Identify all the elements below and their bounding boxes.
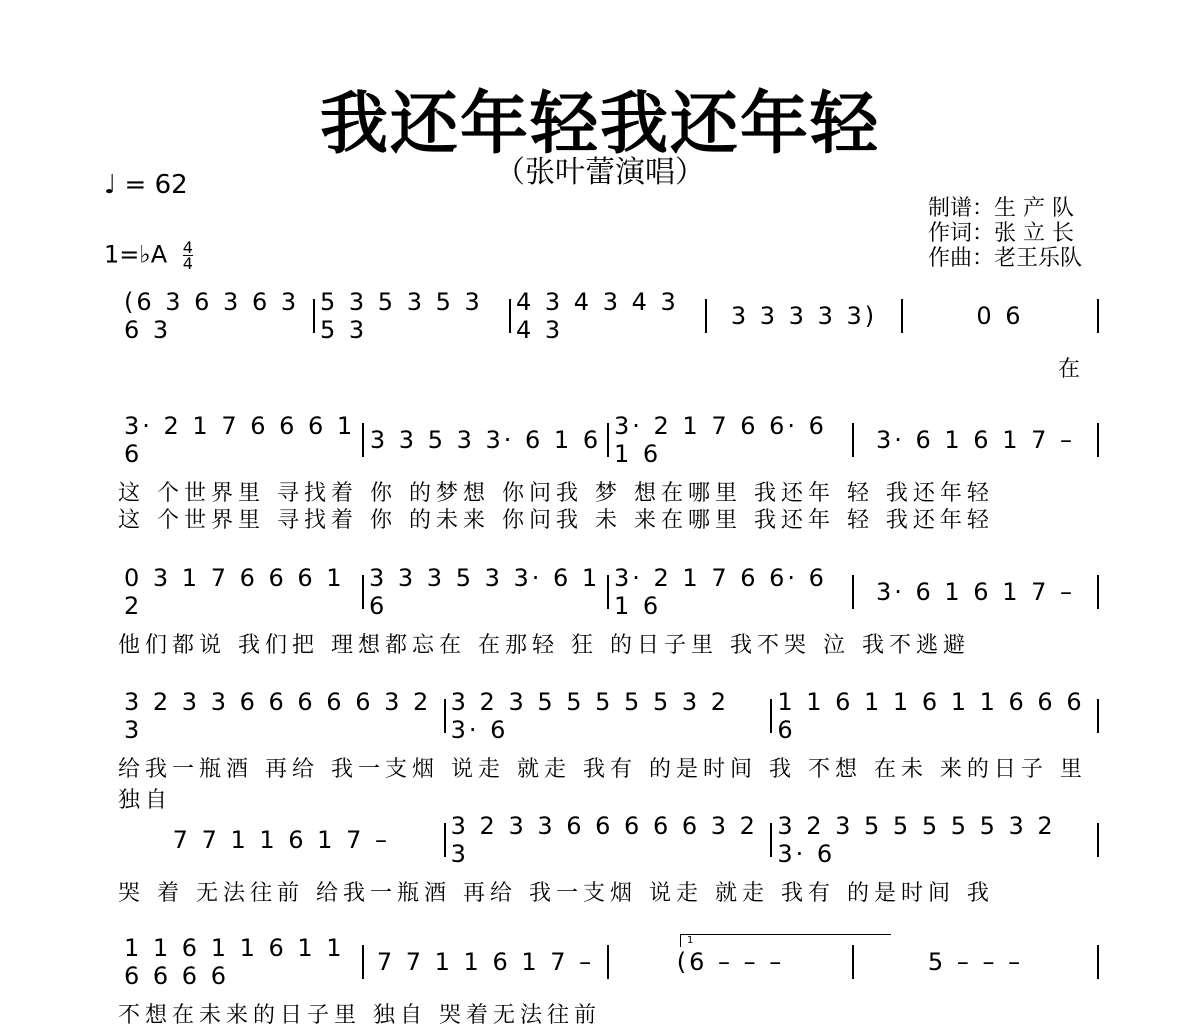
- barline: [509, 299, 511, 333]
- music-credit: 作曲：老王乐队: [928, 246, 1083, 271]
- measure-notes: 3· 6 1 6 1 7 –: [875, 578, 1076, 606]
- notation-row: [0, 812, 1200, 868]
- lyric-line: 在: [1058, 357, 1086, 382]
- barline: [1097, 945, 1099, 979]
- measure-notes: 7 7 1 1 6 1 7 –: [376, 948, 595, 976]
- barline: [1097, 823, 1099, 857]
- measure: [124, 564, 357, 620]
- barline: [1097, 699, 1099, 733]
- measure-notes: 3 3 3 5 3 3· 6 1 6: [369, 564, 601, 620]
- barline: [1097, 575, 1099, 609]
- measure-notes: 1 1 6 1 1 6 1 1 6 6 6 6: [124, 934, 345, 990]
- measure-notes: 7 7 1 1 6 1 7 –: [172, 826, 390, 854]
- notation-row: [0, 288, 1200, 344]
- measure: [450, 812, 766, 868]
- score-credit: 制谱：生 产 队: [928, 196, 1074, 221]
- measure-notes: 1 1 6 1 1 6 1 1 6 6 6 6: [777, 688, 1085, 744]
- measure-notes: (6 – – –: [676, 948, 785, 976]
- measure-notes: (6 3 6 3 6 3 6 3: [124, 288, 300, 344]
- lyric-line: 哭 着 无法往前 给我一瓶酒 再给 我一支烟 说走 就走 我有 的是时间 我: [118, 881, 994, 906]
- barline: [852, 423, 854, 457]
- singer-subtitle: （张叶蕾演唱）: [495, 155, 705, 190]
- song-title: 我还年轻我还年轻: [319, 85, 880, 164]
- measure-notes: 3 2 3 5 5 5 5 5 3 2 3· 6: [450, 688, 730, 744]
- measure-notes: 3 3 3 3 3): [730, 302, 878, 330]
- lyric-line: 这 个世界里 寻找着 你 的未来 你问我 未 来在哪里 我还年 轻 我还年轻: [118, 508, 994, 533]
- barline: [770, 823, 772, 857]
- measure-notes: 3· 2 1 7 6 6 6 1 6: [124, 412, 356, 468]
- measure-notes: 5 – – –: [927, 948, 1024, 976]
- measure-notes: 4 3 4 3 4 3 4 3: [516, 288, 679, 344]
- measure: [712, 296, 896, 336]
- measure: [369, 420, 602, 460]
- lyrics-credit: 作词：张 立 长: [928, 221, 1074, 246]
- measure-notes: 5 3 5 3 5 3 5 3: [320, 288, 483, 344]
- barline: [444, 699, 446, 733]
- measure: [369, 942, 602, 982]
- barline: [313, 299, 315, 333]
- measure: [777, 688, 1092, 744]
- barline: [852, 945, 854, 979]
- measure: [124, 820, 439, 860]
- measure: [908, 296, 1092, 336]
- measure: [614, 412, 847, 468]
- measure: [859, 942, 1092, 982]
- measure-notes: 3· 2 1 7 6 6· 6 1 6: [614, 564, 827, 620]
- measure-notes: 3 3 5 3 3· 6 1 6: [369, 426, 602, 454]
- barline: [1097, 423, 1099, 457]
- barline: [770, 699, 772, 733]
- key-signature: 1=♭A $\frac{4}{4}$: [104, 238, 193, 273]
- measure: [859, 420, 1092, 460]
- measure: [320, 288, 504, 344]
- measure-notes: 3 2 3 5 5 5 5 5 3 2 3· 6: [777, 812, 1056, 868]
- notation-row: [0, 934, 1200, 990]
- measure-notes: 3 2 3 3 6 6 6 6 6 3 2 3: [450, 812, 758, 868]
- notation-row: [0, 564, 1200, 620]
- measure: [777, 812, 1092, 868]
- barline: [852, 575, 854, 609]
- lyric-line: 这 个世界里 寻找着 你 的梦想 你问我 梦 想在哪里 我还年 轻 我还年轻: [118, 481, 994, 506]
- barline: [362, 423, 364, 457]
- measure-notes: 3 2 3 3 6 6 6 6 6 3 2 3: [124, 688, 432, 744]
- measure: [450, 688, 766, 744]
- tempo-marking: ♩ = 62: [104, 170, 188, 200]
- measure: [614, 942, 847, 982]
- measure-notes: 3· 2 1 7 6 6· 6 1 6: [614, 412, 827, 468]
- barline: [901, 299, 903, 333]
- measure: [124, 688, 439, 744]
- measure: [614, 564, 847, 620]
- lyric-line: 他们都说 我们把 理想都忘在 在那轻 狂 的日子里 我不哭 泣 我不逃避: [118, 633, 970, 658]
- barline: [1097, 299, 1099, 333]
- measure-notes: 0 6: [976, 302, 1024, 330]
- measure: [369, 564, 602, 620]
- barline: [362, 575, 364, 609]
- first-ending-bracket: 1: [680, 934, 891, 947]
- barline: [362, 945, 364, 979]
- credits: [928, 196, 1082, 271]
- measure: [124, 412, 357, 468]
- quarter-note-icon: ♩: [104, 170, 117, 200]
- measure: [124, 934, 357, 990]
- barline: [444, 823, 446, 857]
- lyric-line: 不想在未来的日子里 独自 哭着无法往前: [118, 1003, 601, 1028]
- barline: [607, 423, 609, 457]
- measure-notes: 3· 6 1 6 1 7 –: [875, 426, 1076, 454]
- barline: [607, 945, 609, 979]
- time-signature: $\frac{4}{4}$: [182, 238, 193, 273]
- measure: [516, 288, 700, 344]
- measure: [859, 572, 1092, 612]
- measure: [124, 288, 308, 344]
- barline: [607, 575, 609, 609]
- lyric-line: 给我一瓶酒 再给 我一支烟 说走 就走 我有 的是时间 我 不想 在未 来的日子 里 独自: [118, 757, 1087, 813]
- barline: [705, 299, 707, 333]
- measure-notes: 0 3 1 7 6 6 6 1 2: [124, 564, 345, 620]
- notation-row: [0, 412, 1200, 468]
- notation-row: [0, 688, 1200, 744]
